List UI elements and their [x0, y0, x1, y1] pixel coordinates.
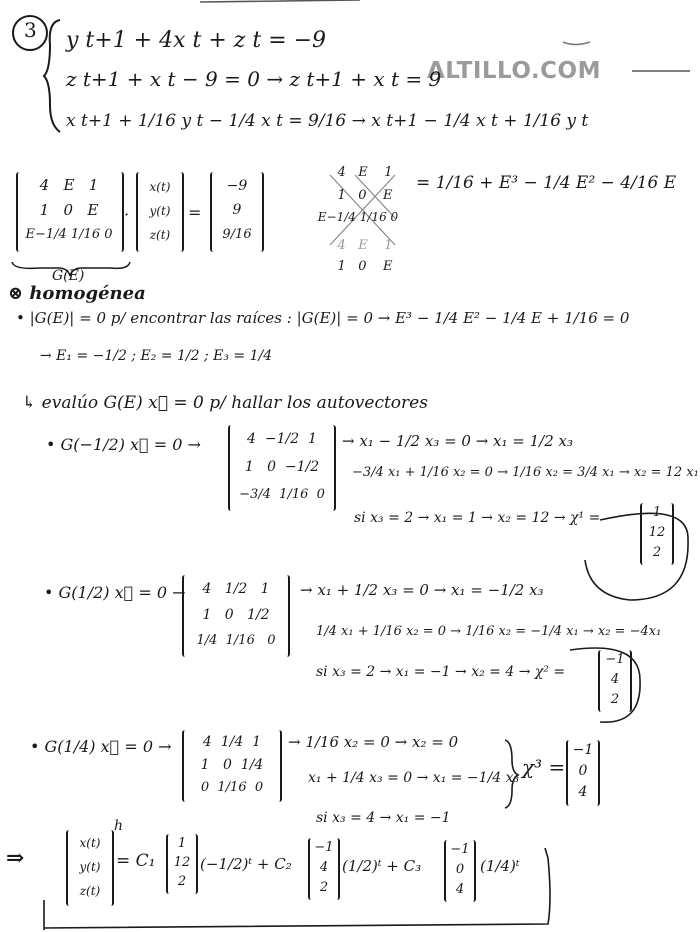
rhs-2: 9 — [232, 202, 242, 218]
sarrus-row-4: 4 E 1 — [337, 238, 393, 253]
G-label: G(E) — [52, 268, 85, 284]
sol-v1-2: 12 — [173, 855, 191, 870]
matrix-equals: = — [188, 203, 202, 222]
var-x: x(t) — [149, 180, 171, 194]
eigenvector-2 — [598, 650, 632, 712]
sarrus-row-1: 4 E 1 — [337, 165, 393, 180]
ev2-3: 2 — [610, 692, 620, 707]
solution-vars — [66, 830, 114, 906]
case2-line-1: → x₁ + 1/2 x₃ = 0 → x₁ = −1/2 x₃ — [300, 581, 544, 599]
sarrus-row-5: 1 0 E — [337, 259, 393, 274]
section-title-homogeneous: ⊗ homogénea — [8, 283, 146, 304]
eigenvector-3 — [566, 740, 600, 806]
case2-line-2: 1/4 x₁ + 1/16 x₂ = 0 → 1/16 x₂ = −1/4 x₁ → x₂ = −4x₁ — [316, 624, 662, 639]
case3-label: • G(1/4) x⃗ = 0 → — [30, 737, 172, 756]
system-eq-1: y t+1 + 4x t + z t = −9 — [66, 28, 327, 53]
ev3-2: 0 — [578, 763, 588, 779]
case3-matrix — [182, 730, 282, 802]
roots: → E₁ = −1/2 ; E₂ = 1/2 ; E₃ = 1/4 — [40, 348, 273, 364]
var-z: z(t) — [149, 228, 171, 242]
case1-line-1: → x₁ − 1/2 x₃ = 0 → x₁ = 1/2 x₃ — [342, 432, 574, 450]
case1-row-1: 4 −1/2 1 — [247, 431, 317, 447]
sol-var-y: y(t) — [79, 860, 101, 874]
solution-vector-2 — [308, 838, 340, 900]
matrix-G-row-2: 1 0 E — [39, 201, 99, 219]
var-y: y(t) — [149, 204, 171, 218]
sarrus-row-2: 1 0 E — [337, 188, 393, 203]
sol-v3-1: −1 — [450, 842, 470, 857]
solution-vector-1 — [166, 834, 198, 894]
eigenvector-1 — [640, 503, 674, 565]
characteristic-equation: • |G(E)| = 0 p/ encontrar las raíces : |G(E)| = 0 → E³ − 1/4 E² − 1/4 E + 1/16 = 0 — [16, 309, 630, 327]
case3-row-1: 4 1/4 1 — [202, 734, 262, 750]
case1-line-2: −3/4 x₁ + 1/16 x₂ = 0 → 1/16 x₂ = 3/4 x₁ → x₂ = 12 x₁ — [352, 465, 699, 480]
case3-line-3: si x₃ = 4 → x₁ = −1 — [316, 810, 451, 826]
solution-term-1: (−1/2)ᵗ + C₂ — [200, 855, 292, 873]
case1-row-3: −3/4 1/16 0 — [239, 487, 325, 502]
ev1-2: 12 — [648, 525, 666, 540]
sol-var-x: x(t) — [79, 836, 101, 850]
solution-c1: = C₁ — [116, 851, 156, 871]
homogeneous-superscript: h — [114, 818, 124, 834]
determinant-result: = 1/16 + E³ − 1/4 E² − 4/16 E — [416, 173, 677, 193]
sol-v1-1: 1 — [177, 836, 187, 851]
sol-v3-2: 0 — [455, 862, 465, 877]
ev3-1: −1 — [572, 742, 594, 758]
sol-v2-3: 2 — [319, 880, 329, 895]
case3-row-3: 0 1/16 0 — [200, 780, 264, 795]
solution-term-3: (1/4)ᵗ — [480, 857, 520, 875]
case2-label: • G(1/2) x⃗ = 0 → — [44, 583, 186, 602]
case3-line-1: → 1/16 x₂ = 0 → x₂ = 0 — [288, 733, 459, 751]
vector-vars — [136, 172, 184, 252]
rhs-3: 9/16 — [222, 227, 252, 242]
problem-number: 3 — [24, 18, 37, 42]
case1-line-3: si x₃ = 2 → x₁ = 1 → x₂ = 12 → χ¹ = — [354, 510, 601, 526]
sol-v3-3: 4 — [455, 882, 465, 897]
case2-line-3: si x₃ = 2 → x₁ = −1 → x₂ = 4 → χ² = — [316, 664, 566, 680]
sol-v1-3: 2 — [177, 874, 187, 889]
ev2-2: 4 — [610, 672, 620, 687]
sol-v2-2: 4 — [319, 860, 329, 875]
eigenvector-3-label: χ³ = — [522, 755, 566, 779]
rhs-vector — [210, 172, 264, 252]
implies-arrow: ⇒ — [6, 845, 25, 871]
ev1-1: 1 — [652, 505, 662, 520]
system-eq-3: x t+1 + 1/16 y t − 1/4 x t = 9/16 → x t+1 − 1/4 x t + 1/16 y t — [66, 111, 589, 131]
solution-term-2: (1/2)ᵗ + C₃ — [342, 857, 422, 875]
sarrus-row-3: E−1/4 1/16 0 — [317, 210, 399, 224]
sol-v2-1: −1 — [314, 840, 334, 855]
matrix-dot: · — [124, 205, 130, 224]
ev1-3: 2 — [652, 545, 662, 560]
eigenvector-intro: ↳ evalúo G(E) x⃗ = 0 p/ hallar los autovectores — [22, 393, 428, 413]
ev3-3: 4 — [578, 784, 588, 800]
case2-matrix — [182, 575, 290, 657]
ev2-1: −1 — [605, 652, 625, 667]
system-eq-2: z t+1 + x t − 9 = 0 → z t+1 + x t = 9 — [66, 67, 442, 91]
case2-row-3: 1/4 1/16 0 — [196, 633, 276, 648]
solution-vector-3 — [444, 840, 476, 902]
sol-var-z: z(t) — [79, 884, 101, 898]
watermark-logo: ALTILLO.COM — [427, 58, 601, 84]
case3-line-2: x₁ + 1/4 x₃ = 0 → x₁ = −1/4 x₃ — [308, 770, 520, 786]
rhs-1: −9 — [226, 178, 248, 194]
matrix-G-row-3: E−1/4 1/16 0 — [25, 227, 113, 242]
case2-row-1: 4 1/2 1 — [202, 581, 270, 597]
case1-matrix — [228, 425, 336, 511]
case2-row-2: 1 0 1/2 — [202, 607, 270, 623]
case1-row-2: 1 0 −1/2 — [244, 459, 320, 475]
matrix-G-row-1: 4 E 1 — [39, 176, 99, 194]
case3-row-2: 1 0 1/4 — [200, 757, 264, 773]
case1-label: • G(−1/2) x⃗ = 0 → — [46, 435, 201, 454]
matrix-G — [16, 172, 124, 252]
